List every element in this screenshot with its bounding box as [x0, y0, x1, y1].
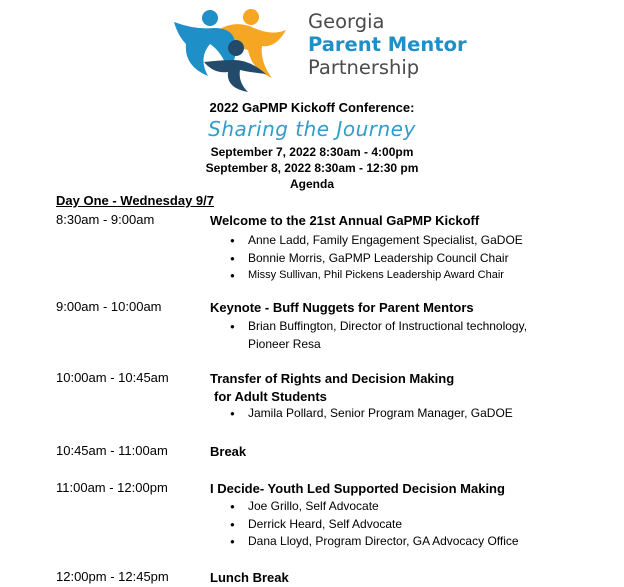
speaker-list	[230, 498, 519, 551]
session-title-line: Transfer of Rights and Decision Making	[210, 371, 455, 386]
speaker-list	[230, 405, 513, 423]
session-title	[210, 370, 454, 406]
conference-theme: Sharing the Journey	[208, 117, 416, 141]
speaker-list	[230, 318, 527, 353]
conference-title: 2022 GaPMP Kickoff Conference:	[209, 100, 415, 115]
session-title: Welcome to the 21st Annual GaPMP Kickoff	[210, 213, 480, 228]
speaker-item	[230, 318, 527, 353]
speaker-line: ● Brian Buffington, Director of Instructional technology,	[248, 319, 528, 333]
logo	[168, 4, 467, 94]
session-time: 12:00pm - 12:45pm	[56, 569, 169, 584]
session-time: 9:00am - 10:00am	[56, 299, 162, 314]
speaker-line: Pioneer Resa	[248, 336, 321, 351]
speaker-item: ● Anne Ladd, Family Engagement Specialist, GaDOE	[230, 232, 523, 250]
session-title: Break	[210, 444, 247, 459]
logo-figures-icon	[168, 4, 308, 94]
logo-line-georgia: Georgia	[308, 10, 385, 33]
day-heading: Day One - Wednesday 9/7	[56, 193, 214, 208]
session-time: 8:30am - 9:00am	[56, 212, 155, 227]
session-title-line: for Adult Students	[214, 389, 327, 404]
session-title: Keynote - Buff Nuggets for Parent Mentors	[210, 300, 474, 315]
agenda-label: Agenda	[289, 177, 334, 191]
speaker-item: ● Missy Sullivan, Phil Pickens Leadership Award Chair	[230, 267, 523, 285]
speaker-item: ● Joe Grillo, Self Advocate	[230, 498, 519, 516]
speaker-item: ● Dana Lloyd, Program Director, GA Advocacy Office	[230, 533, 519, 551]
date-line-2: September 8, 2022 8:30am - 12:30 pm	[205, 161, 419, 175]
session-time: 10:45am - 11:00am	[56, 443, 168, 458]
date-line-1: September 7, 2022 8:30am - 4:00pm	[210, 145, 414, 159]
speaker-item: ● Bonnie Morris, GaPMP Leadership Council Chair	[230, 250, 523, 268]
speaker-list	[230, 232, 523, 285]
session-time: 11:00am - 12:00pm	[56, 480, 168, 495]
logo-line-partnership: Partnership	[308, 56, 420, 79]
logo-line-parent-mentor: Parent Mentor	[308, 33, 467, 56]
speaker-item: ● Jamila Pollard, Senior Program Manager, GaDOE	[230, 405, 513, 423]
session-title: I Decide- Youth Led Supported Decision Making	[210, 481, 505, 496]
session-time: 10:00am - 10:45am	[56, 370, 169, 385]
session-title: Lunch Break	[210, 570, 289, 585]
speaker-item: ● Derrick Heard, Self Advocate	[230, 516, 519, 534]
